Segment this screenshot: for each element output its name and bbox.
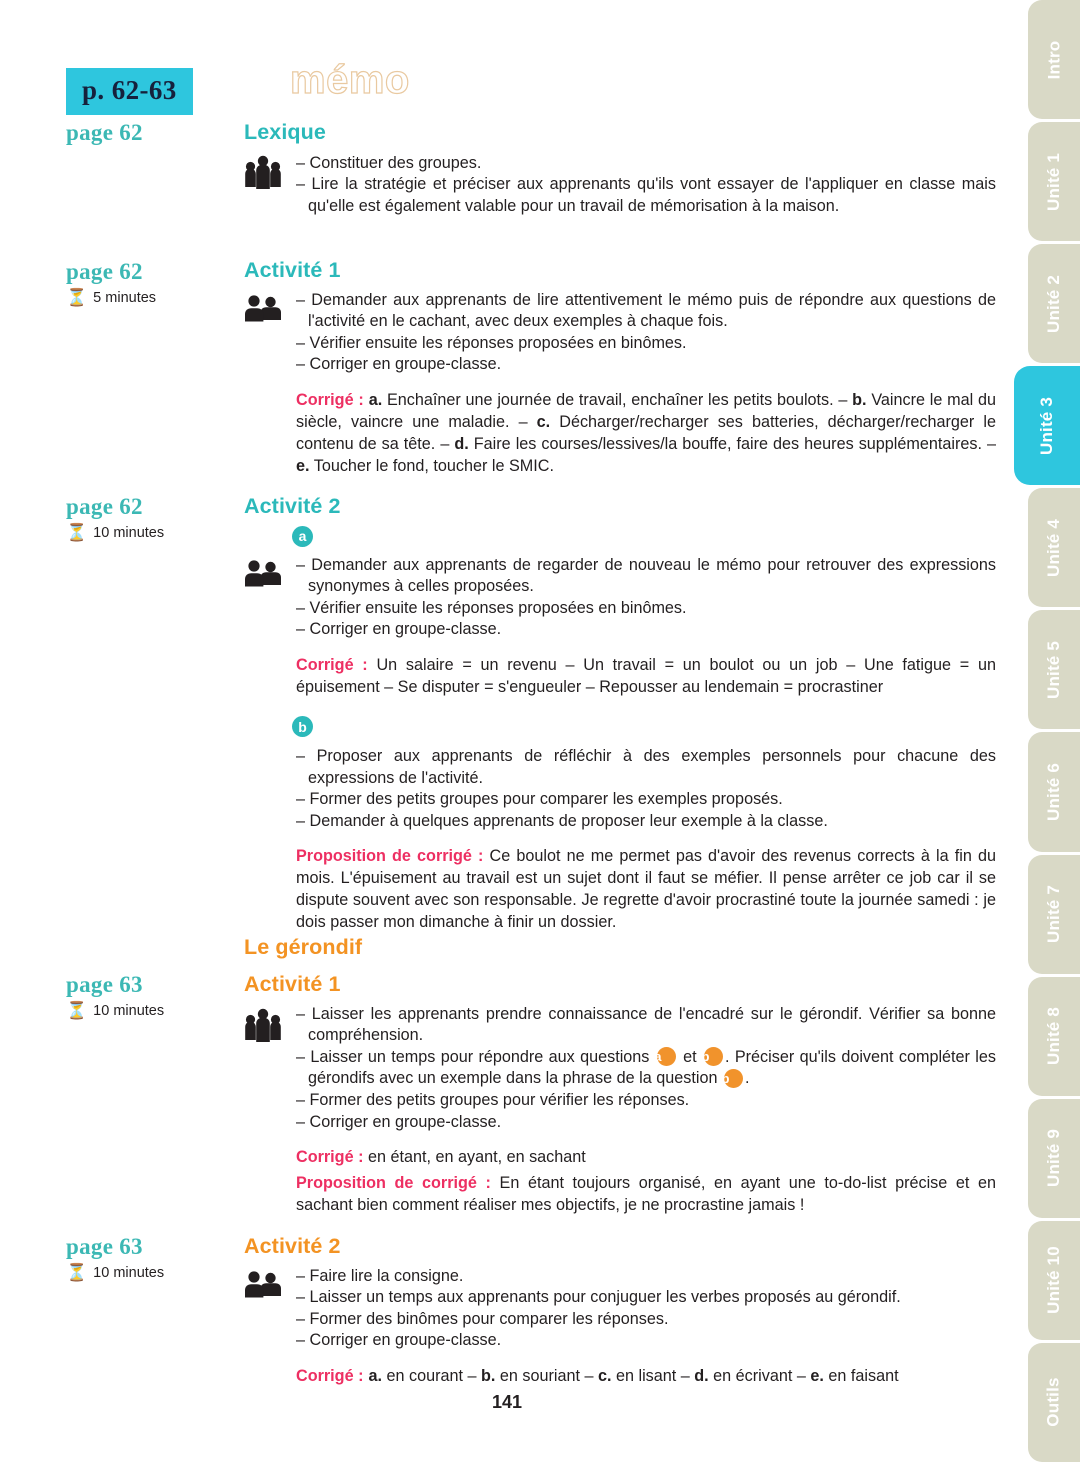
corrige-label: Corrigé :: [296, 1148, 364, 1167]
tab-unite-4[interactable]: [1028, 488, 1080, 607]
bullet-item: – Corriger en groupe-classe.: [296, 1112, 502, 1131]
bullet-text-post: . Préciser qu'ils doivent compléter les gérondifs avec un exemple dans la phrase de la question: [308, 1047, 997, 1088]
bullet-item: – Corriger en groupe-classe.: [296, 620, 502, 639]
tab-intro[interactable]: [1028, 0, 1080, 119]
pageref-activite1: [66, 259, 246, 306]
letter-badge-b-inline: b: [704, 1047, 723, 1066]
activite2-a-instructions: [244, 555, 996, 641]
gerondif-activite2-instructions: [244, 1266, 996, 1352]
lexique-instructions: [244, 153, 996, 218]
hourglass-icon: ⏳: [66, 288, 88, 308]
bullet-item: – Constituer des groupes.: [296, 153, 482, 172]
tab-outils[interactable]: [1028, 1343, 1080, 1462]
section-lexique: [244, 120, 996, 217]
pageref-duration: [66, 1002, 246, 1019]
bullet-item: – Faire lire la consigne.: [296, 1266, 464, 1285]
tab-unite-6[interactable]: [1028, 732, 1080, 851]
letter-badge-b-inline-2: b: [724, 1069, 743, 1088]
corrige-item-text: Décharger/recharger ses batteries, décharger/recharger le contenu de sa tête. –: [296, 413, 996, 454]
pageref-activite2: [66, 494, 246, 541]
gerondif-activite2-bullet-list: [296, 1266, 996, 1352]
tab-label: Unité 6: [1044, 762, 1064, 822]
activite2-a-bullet-list: [296, 555, 996, 641]
pageref-duration-label: 10 minutes: [93, 524, 165, 541]
section-heading-lexique: Lexique: [244, 120, 326, 144]
group-three-people-icon: [244, 1008, 288, 1044]
proposition-label: Proposition de corrigé :: [296, 847, 484, 866]
bullet-item: – Laisser les apprenants prendre connaissance de l'encadré sur le gérondif. Vérifier sa bonne compréhension.: [296, 1004, 996, 1045]
corrige-item-letter: d.: [694, 1366, 709, 1385]
tab-unite-9[interactable]: [1028, 1099, 1080, 1218]
corrige-text: Un salaire = un revenu – Un travail = un boulot ou un job – Une fatigue = un épuisement – Se disputer = s'engueuler – Repousser au lendemain = procrastiner: [296, 655, 996, 697]
bullet-item: – Corriger en groupe-classe.: [296, 355, 502, 374]
proposition-text: En étant toujours organisé, en ayant une to-do-list précise et en sachant bien comment réaliser mes objectifs, je ne procrastine jamais !: [296, 1174, 997, 1215]
memo-title-wrap: [290, 60, 410, 100]
tab-label: Intro: [1044, 40, 1063, 79]
tab-label: Outils: [1044, 1377, 1063, 1428]
corrige-item-text: Vaincre le mal du siècle, vaincre une maladie. –: [296, 390, 996, 432]
tab-label: Unité 4: [1044, 518, 1064, 577]
proposition-label: Proposition de corrigé :: [296, 1174, 491, 1193]
pair-two-people-icon: [244, 559, 288, 589]
section-gerondif-activite-2: [244, 1234, 996, 1387]
pair-two-people-icon: [244, 1270, 288, 1300]
pageref-gerondif-activite2: [66, 1234, 246, 1281]
gerondif-activite1-proposition: [296, 1172, 996, 1216]
pageref-lexique: [66, 120, 246, 145]
corrige-item-letter: b.: [852, 390, 867, 409]
activity-heading: Activité 2: [244, 1234, 341, 1258]
section-lexique-activite-1: [244, 258, 996, 477]
corrige-item-text: Enchaîner une journée de travail, enchaîner les petits boulots. –: [382, 390, 853, 409]
tab-unite-2[interactable]: [1028, 244, 1080, 363]
pageref-duration: [66, 1264, 246, 1281]
tab-label: Unité 10: [1044, 1246, 1064, 1315]
activite1-bullet-list: [296, 290, 996, 376]
gerondif-activite1-bullet-list: [296, 1004, 996, 1133]
bullet-item-with-badges: [296, 1047, 996, 1090]
lexique-bullet-list: [296, 153, 996, 218]
bullet-item: – Vérifier ensuite les réponses proposées en binômes.: [296, 333, 687, 352]
corrige-item-text: en courant –: [381, 1366, 481, 1385]
gerondif-activite1-corrige: [296, 1146, 996, 1168]
section-gerondif: [244, 935, 996, 961]
tab-unite-10[interactable]: [1028, 1221, 1080, 1340]
sub-question-a-marker: [292, 526, 996, 547]
corrige-item-letter: c.: [536, 413, 551, 432]
page-number: 141: [491, 1392, 523, 1412]
section-heading-gerondif: Le gérondif: [244, 935, 363, 959]
sub-question-b-marker: [292, 716, 996, 737]
tab-label: Unité 3: [1036, 396, 1056, 455]
bullet-item: – Demander à quelques apprenants de proposer leur exemple à la classe.: [296, 811, 828, 830]
pageref-page-label: page 63: [66, 972, 143, 997]
corrige-item-letter: a.: [368, 1366, 382, 1385]
corrige-label: Corrigé :: [296, 390, 364, 409]
corrige-item-text: Toucher le fond, toucher le SMIC.: [309, 457, 554, 476]
hourglass-icon: ⏳: [66, 1263, 88, 1283]
bullet-item: – Demander aux apprenants de lire attentivement le mémo puis de répondre aux questions de l'activité en le cachant, avec deux exemples à chaque fois.: [296, 290, 996, 331]
corrige-item-letter: e.: [296, 457, 310, 476]
tab-unite-8[interactable]: [1028, 977, 1080, 1096]
bullet-text-end: .: [744, 1069, 750, 1088]
bullet-text-pre: – Laisser un temps pour répondre aux questions: [296, 1047, 655, 1066]
tab-label: Unité 2: [1044, 274, 1064, 333]
tab-label: Unité 7: [1044, 885, 1064, 944]
gerondif-activite1-instructions: [244, 1004, 996, 1133]
corrige-item-letter: d.: [454, 435, 469, 454]
tab-unite-7[interactable]: [1028, 855, 1080, 974]
corrige-label: Corrigé :: [296, 1366, 364, 1385]
activite1-corrige: [296, 389, 996, 477]
pageref-page-label: page 62: [66, 494, 143, 519]
section-gerondif-activite-1: [244, 972, 996, 1216]
pageref-page-label: page 62: [66, 259, 143, 284]
bullet-item: – Laisser un temps aux apprenants pour conjuguer les verbes proposés au gérondif.: [296, 1288, 901, 1307]
corrige-text: en étant, en ayant, en sachant: [363, 1148, 586, 1167]
letter-badge-b: b: [292, 716, 313, 737]
bullet-item: – Demander aux apprenants de regarder de nouveau le mémo pour retrouver des expressions synonymes à celles proposées.: [296, 555, 996, 596]
activite2-a-corrige: [296, 654, 996, 698]
pageref-duration-label: 5 minutes: [93, 289, 157, 306]
hourglass-icon: ⏳: [66, 1001, 88, 1021]
letter-badge-a: a: [292, 526, 313, 547]
activity-heading: Activité 1: [244, 258, 341, 282]
activity-heading: Activité 2: [244, 494, 341, 518]
tab-label: Unité 8: [1044, 1007, 1064, 1066]
hourglass-icon: ⏳: [66, 523, 88, 543]
activite2-b-proposition: [296, 845, 996, 933]
gerondif-activite2-corrige: [296, 1365, 996, 1387]
tab-label: Unité 5: [1044, 640, 1064, 699]
pair-two-people-icon: [244, 294, 288, 324]
bullet-item: – Former des binômes pour comparer les réponses.: [296, 1309, 669, 1328]
bullet-item: – Former des petits groupes pour vérifier les réponses.: [296, 1090, 690, 1109]
page-range-chip-wrap: [66, 68, 193, 115]
corrige-item-text: Faire les courses/lessives/la bouffe, faire des heures supplémentaires. –: [468, 435, 996, 454]
pageref-page-label: page 63: [66, 1234, 143, 1259]
corrige-item-text: en souriant –: [495, 1366, 598, 1385]
tab-unite-5[interactable]: [1028, 610, 1080, 729]
corrige-item-letter: e.: [810, 1366, 824, 1385]
activite1-instructions: [244, 290, 996, 376]
bullet-text-mid: et: [677, 1047, 702, 1066]
tab-unite-3[interactable]: [1014, 366, 1080, 485]
bullet-item: – Proposer aux apprenants de réfléchir à des exemples personnels pour chacune des expressions de l'activité.: [296, 747, 996, 787]
corrige-item-letter: b.: [480, 1366, 496, 1385]
proposition-text: Ce boulot ne me permet pas d'avoir des revenus corrects à la fin du mois. L'épuisement au travail est un sujet dont il faut se méfier. Il pense arrêter ce job car il se dispute souvent avec son responsable. Je regrette d'avoir procrastiné toute la journée samedi : je dois passer mon dimanche à finir un dossier.: [296, 847, 996, 932]
corrige-item-text: en lisant –: [611, 1366, 695, 1385]
section-lexique-activite-2: [244, 494, 996, 933]
activity-heading: Activité 1: [244, 972, 341, 996]
bullet-item: – Lire la stratégie et préciser aux apprenants qu'ils vont essayer de l'appliquer en classe mais qu'elle est également valable pour un travail de mémorisation à la maison.: [296, 175, 996, 215]
bullet-item: – Vérifier ensuite les réponses proposées en binômes.: [296, 598, 687, 617]
corrige-item-text: en faisant: [823, 1366, 899, 1385]
activite2-b-bullet-list: [296, 746, 996, 832]
pageref-duration-label: 10 minutes: [93, 1002, 165, 1019]
pageref-duration: [66, 524, 246, 541]
letter-badge-a-inline: a: [657, 1047, 676, 1066]
corrige-item-letter: c.: [597, 1366, 612, 1385]
tab-label: Unité 1: [1044, 152, 1064, 211]
pageref-duration-label: 10 minutes: [93, 1264, 165, 1281]
page-range-chip: p. 62-63: [66, 68, 193, 115]
corrige-label: Corrigé :: [296, 655, 368, 674]
corrige-item-letter: a.: [368, 390, 383, 409]
group-three-people-icon: [244, 155, 288, 191]
pageref-duration: [66, 289, 246, 306]
tab-label: Unité 9: [1044, 1129, 1064, 1188]
tab-unite-1[interactable]: [1028, 122, 1080, 241]
corrige-item-text: en écrivant –: [708, 1366, 811, 1385]
memo-title: mémo: [290, 58, 410, 102]
pageref-gerondif-activite1: [66, 972, 246, 1019]
unit-tab-rail: [1014, 0, 1080, 1465]
bullet-item: – Former des petits groupes pour comparer les exemples proposés.: [296, 790, 783, 809]
bullet-item: – Corriger en groupe-classe.: [296, 1331, 502, 1350]
pageref-page-label: page 62: [66, 120, 143, 145]
